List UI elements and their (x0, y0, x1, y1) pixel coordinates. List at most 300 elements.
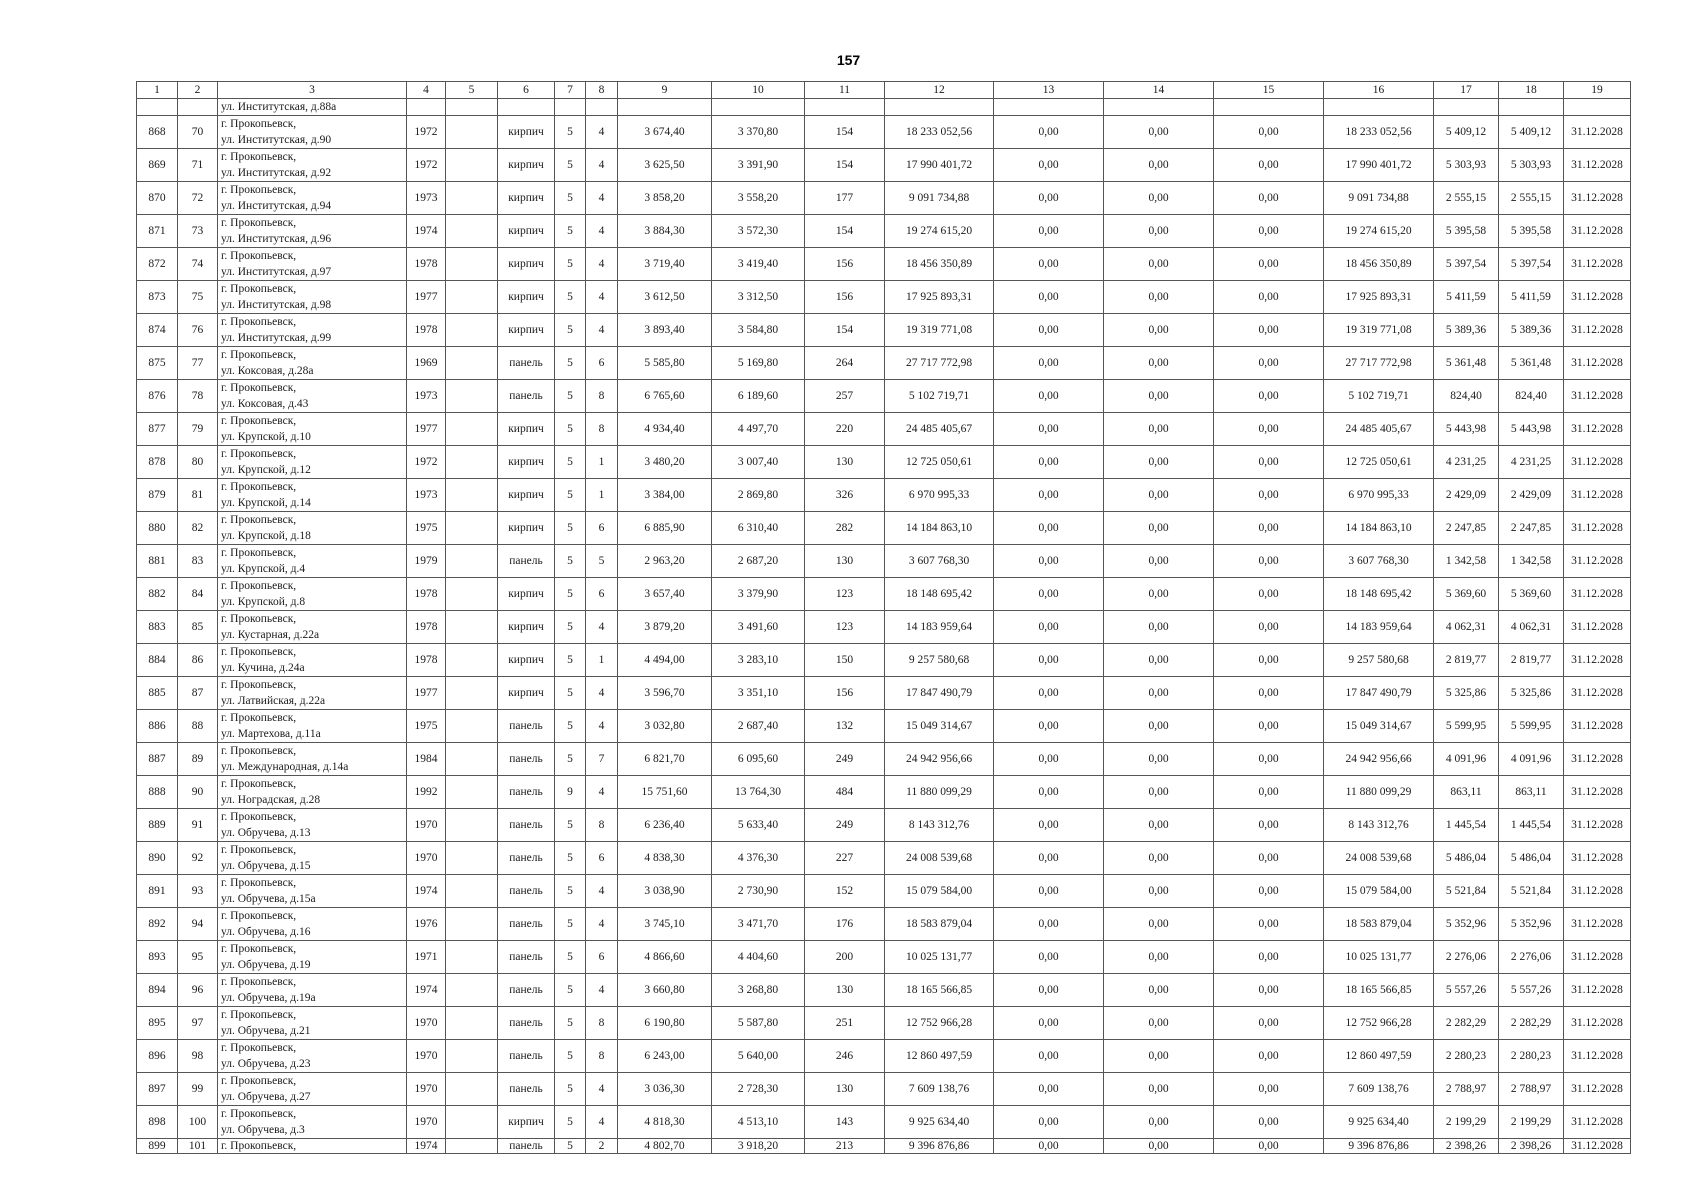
living-area-cell: 3 268,80 (712, 974, 805, 1007)
column-13-cell: 0,00 (994, 347, 1104, 380)
owner-funds-cell: 7 609 138,76 (1324, 1073, 1434, 1106)
column-5-cell (446, 875, 498, 908)
table-row (137, 314, 1631, 347)
wall-material-cell: панель (498, 908, 555, 941)
column-15-cell: 0,00 (1214, 149, 1324, 182)
column-15-cell: 0,00 (1214, 908, 1324, 941)
col-header-4: 4 (407, 82, 446, 99)
deadline-cell: 31.12.2028 (1564, 644, 1631, 677)
column-14-cell: 0,00 (1104, 149, 1214, 182)
cell (994, 99, 1104, 116)
max-unit-cost-cell: 2 280,23 (1499, 1040, 1564, 1073)
row-number-cell: 888 (137, 776, 178, 809)
address-cell (218, 347, 407, 380)
column-14-cell: 0,00 (1104, 908, 1214, 941)
item-number-cell: 96 (178, 974, 218, 1007)
total-area-cell: 4 838,30 (618, 842, 712, 875)
cost-total-cell: 15 079 584,00 (885, 875, 994, 908)
living-area-cell: 3 283,10 (712, 644, 805, 677)
floors-cell: 5 (555, 182, 586, 215)
address-cell (218, 809, 407, 842)
total-area-cell: 3 674,40 (618, 116, 712, 149)
entrances-cell: 4 (586, 710, 618, 743)
address-city: г. Прокопьевск, (221, 151, 297, 163)
total-area-cell: 3 879,20 (618, 611, 712, 644)
row-number-cell: 884 (137, 644, 178, 677)
living-area-cell: 3 584,80 (712, 314, 805, 347)
column-15-cell: 0,00 (1214, 1040, 1324, 1073)
year-cell: 1970 (407, 1007, 446, 1040)
wall-material-cell: панель (498, 545, 555, 578)
floors-cell: 5 (555, 1040, 586, 1073)
total-area-cell: 3 032,80 (618, 710, 712, 743)
floors-cell: 5 (555, 446, 586, 479)
max-unit-cost-cell: 4 062,31 (1499, 611, 1564, 644)
row-number-cell: 892 (137, 908, 178, 941)
row-number-cell: 891 (137, 875, 178, 908)
address-city: г. Прокопьевск, (221, 976, 297, 988)
address-cell (218, 215, 407, 248)
address-street: ул. Крупской, д.10 (221, 431, 311, 443)
entrances-cell: 1 (586, 479, 618, 512)
owner-funds-cell: 27 717 772,98 (1324, 347, 1434, 380)
residents-cell: 220 (805, 413, 885, 446)
cost-total-cell: 12 752 966,28 (885, 1007, 994, 1040)
column-14-cell: 0,00 (1104, 182, 1214, 215)
living-area-cell: 4 513,10 (712, 1106, 805, 1139)
item-number-cell: 83 (178, 545, 218, 578)
address-cell (218, 149, 407, 182)
living-area-cell: 2 687,40 (712, 710, 805, 743)
item-number-cell: 95 (178, 941, 218, 974)
address-street: ул. Обручева, д.19 (221, 959, 311, 971)
column-13-cell: 0,00 (994, 215, 1104, 248)
column-15-cell: 0,00 (1214, 380, 1324, 413)
address-cell (218, 1040, 407, 1073)
col-header-17: 17 (1434, 82, 1499, 99)
table-row (137, 116, 1631, 149)
total-area-cell: 3 625,50 (618, 149, 712, 182)
residents-cell: 154 (805, 116, 885, 149)
living-area-cell: 5 169,80 (712, 347, 805, 380)
year-cell: 1970 (407, 1073, 446, 1106)
cost-total-cell: 19 274 615,20 (885, 215, 994, 248)
column-13-cell: 0,00 (994, 314, 1104, 347)
wall-material-cell: кирпич (498, 248, 555, 281)
entrances-cell: 6 (586, 512, 618, 545)
column-5-cell (446, 842, 498, 875)
floors-cell: 5 (555, 149, 586, 182)
cost-total-cell: 6 970 995,33 (885, 479, 994, 512)
row-number-cell: 871 (137, 215, 178, 248)
total-area-cell: 3 036,30 (618, 1073, 712, 1106)
address-city: г. Прокопьевск, (221, 712, 297, 724)
item-number-cell: 90 (178, 776, 218, 809)
address-street: ул. Обручева, д.15 (221, 860, 311, 872)
address-street: ул. Институтская, д.88а (221, 101, 337, 113)
owner-funds-cell: 11 880 099,29 (1324, 776, 1434, 809)
floors-cell: 5 (555, 743, 586, 776)
deadline-cell: 31.12.2028 (1564, 611, 1631, 644)
year-cell: 1974 (407, 215, 446, 248)
residents-cell: 156 (805, 281, 885, 314)
max-unit-cost-cell: 2 282,29 (1499, 1007, 1564, 1040)
floors-cell: 9 (555, 776, 586, 809)
col-header-9: 9 (618, 82, 712, 99)
floors-cell: 5 (555, 1073, 586, 1106)
column-15-cell: 0,00 (1214, 1106, 1324, 1139)
column-15-cell: 0,00 (1214, 347, 1324, 380)
column-5-cell (446, 743, 498, 776)
address-city: г. Прокопьевск, (221, 844, 297, 856)
unit-cost-cell: 4 062,31 (1434, 611, 1499, 644)
residents-cell: 257 (805, 380, 885, 413)
column-15-cell: 0,00 (1214, 248, 1324, 281)
cell (805, 99, 885, 116)
floors-cell: 5 (555, 1139, 586, 1154)
address-street: ул. Крупской, д.12 (221, 464, 311, 476)
address-street: ул. Обручева, д.16 (221, 926, 311, 938)
address-cell (218, 512, 407, 545)
wall-material-cell: кирпич (498, 413, 555, 446)
year-cell: 1972 (407, 446, 446, 479)
year-cell: 1977 (407, 677, 446, 710)
year-cell: 1969 (407, 347, 446, 380)
row-number-cell: 879 (137, 479, 178, 512)
col-header-18: 18 (1499, 82, 1564, 99)
year-cell: 1972 (407, 149, 446, 182)
column-14-cell: 0,00 (1104, 875, 1214, 908)
address-street: ул. Институтская, д.97 (221, 266, 332, 278)
deadline-cell: 31.12.2028 (1564, 479, 1631, 512)
row-number-cell: 883 (137, 611, 178, 644)
column-14-cell: 0,00 (1104, 644, 1214, 677)
column-13-cell: 0,00 (994, 974, 1104, 1007)
address-cell (218, 248, 407, 281)
address-cell (218, 182, 407, 215)
max-unit-cost-cell: 5 395,58 (1499, 215, 1564, 248)
floors-cell: 5 (555, 413, 586, 446)
cost-total-cell: 9 257 580,68 (885, 644, 994, 677)
year-cell: 1970 (407, 1106, 446, 1139)
max-unit-cost-cell: 5 352,96 (1499, 908, 1564, 941)
deadline-cell: 31.12.2028 (1564, 347, 1631, 380)
row-number-cell: 872 (137, 248, 178, 281)
total-area-cell: 3 893,40 (618, 314, 712, 347)
column-5-cell (446, 809, 498, 842)
address-street: ул. Коксовая, д.43 (221, 398, 309, 410)
year-cell: 1984 (407, 743, 446, 776)
owner-funds-cell: 12 860 497,59 (1324, 1040, 1434, 1073)
row-number-cell: 893 (137, 941, 178, 974)
residents-cell: 154 (805, 215, 885, 248)
table-row (137, 1073, 1631, 1106)
column-14-cell: 0,00 (1104, 1106, 1214, 1139)
wall-material-cell: кирпич (498, 182, 555, 215)
year-cell: 1978 (407, 578, 446, 611)
table-row (137, 413, 1631, 446)
residents-cell: 176 (805, 908, 885, 941)
column-13-cell: 0,00 (994, 149, 1104, 182)
max-unit-cost-cell: 1 342,58 (1499, 545, 1564, 578)
unit-cost-cell: 5 443,98 (1434, 413, 1499, 446)
row-number-cell: 868 (137, 116, 178, 149)
entrances-cell: 5 (586, 545, 618, 578)
address-cell (218, 644, 407, 677)
address-street: ул. Обручева, д.15а (221, 893, 316, 905)
row-number-cell: 898 (137, 1106, 178, 1139)
owner-funds-cell: 24 485 405,67 (1324, 413, 1434, 446)
unit-cost-cell: 2 788,97 (1434, 1073, 1499, 1106)
column-14-cell: 0,00 (1104, 1007, 1214, 1040)
entrances-cell: 4 (586, 116, 618, 149)
row-number-cell: 870 (137, 182, 178, 215)
address-city: г. Прокопьевск, (221, 316, 297, 328)
wall-material-cell: кирпич (498, 314, 555, 347)
row-number-cell: 881 (137, 545, 178, 578)
owner-funds-cell: 15 049 314,67 (1324, 710, 1434, 743)
column-5-cell (446, 446, 498, 479)
item-number-cell: 99 (178, 1073, 218, 1106)
item-number-cell: 92 (178, 842, 218, 875)
wall-material-cell: панель (498, 941, 555, 974)
entrances-cell: 1 (586, 644, 618, 677)
max-unit-cost-cell: 5 325,86 (1499, 677, 1564, 710)
residents-cell: 251 (805, 1007, 885, 1040)
unit-cost-cell: 2 398,26 (1434, 1139, 1499, 1154)
total-area-cell: 15 751,60 (618, 776, 712, 809)
floors-cell: 5 (555, 908, 586, 941)
deadline-cell: 31.12.2028 (1564, 545, 1631, 578)
year-cell: 1979 (407, 545, 446, 578)
col-header-5: 5 (446, 82, 498, 99)
living-area-cell: 3 007,40 (712, 446, 805, 479)
deadline-cell: 31.12.2028 (1564, 1007, 1631, 1040)
cell (498, 99, 555, 116)
entrances-cell: 4 (586, 1073, 618, 1106)
max-unit-cost-cell: 5 486,04 (1499, 842, 1564, 875)
address-street: ул. Кустарная, д.22а (221, 629, 320, 641)
cost-total-cell: 24 485 405,67 (885, 413, 994, 446)
column-14-cell: 0,00 (1104, 611, 1214, 644)
column-15-cell: 0,00 (1214, 974, 1324, 1007)
address-cell (218, 479, 407, 512)
row-number-cell: 894 (137, 974, 178, 1007)
unit-cost-cell: 5 303,93 (1434, 149, 1499, 182)
column-14-cell: 0,00 (1104, 743, 1214, 776)
address-city: г. Прокопьевск, (221, 1075, 297, 1087)
unit-cost-cell: 5 409,12 (1434, 116, 1499, 149)
row-number-cell: 880 (137, 512, 178, 545)
entrances-cell: 4 (586, 248, 618, 281)
table-row (137, 380, 1631, 413)
residents-cell: 213 (805, 1139, 885, 1154)
item-number-cell: 86 (178, 644, 218, 677)
address-street: ул. Институтская, д.90 (221, 134, 332, 146)
entrances-cell: 4 (586, 908, 618, 941)
living-area-cell: 3 312,50 (712, 281, 805, 314)
table-row (137, 182, 1631, 215)
column-5-cell (446, 644, 498, 677)
unit-cost-cell: 5 521,84 (1434, 875, 1499, 908)
owner-funds-cell: 12 752 966,28 (1324, 1007, 1434, 1040)
address-street: ул. Обручева, д.27 (221, 1091, 311, 1103)
address-street: ул. Крупской, д.14 (221, 497, 311, 509)
cell (1564, 99, 1631, 116)
col-header-1: 1 (137, 82, 178, 99)
unit-cost-cell: 5 599,95 (1434, 710, 1499, 743)
floors-cell: 5 (555, 611, 586, 644)
year-cell: 1971 (407, 941, 446, 974)
column-13-cell: 0,00 (994, 842, 1104, 875)
address-city: г. Прокопьевск, (221, 1108, 297, 1120)
floors-cell: 5 (555, 1106, 586, 1139)
col-header-16: 16 (1324, 82, 1434, 99)
row-number-cell: 887 (137, 743, 178, 776)
max-unit-cost-cell: 824,40 (1499, 380, 1564, 413)
address-street: ул. Обручева, д.13 (221, 827, 311, 839)
address-city: г. Прокопьевск, (221, 679, 297, 691)
max-unit-cost-cell: 2 199,29 (1499, 1106, 1564, 1139)
address-cell (218, 1139, 407, 1154)
column-14-cell: 0,00 (1104, 380, 1214, 413)
column-5-cell (446, 149, 498, 182)
column-13-cell: 0,00 (994, 545, 1104, 578)
item-number-cell: 91 (178, 809, 218, 842)
floors-cell: 5 (555, 677, 586, 710)
entrances-cell: 8 (586, 413, 618, 446)
column-13-cell: 0,00 (994, 446, 1104, 479)
deadline-cell: 31.12.2028 (1564, 116, 1631, 149)
living-area-cell: 5 587,80 (712, 1007, 805, 1040)
unit-cost-cell: 5 361,48 (1434, 347, 1499, 380)
deadline-cell: 31.12.2028 (1564, 578, 1631, 611)
table-row (137, 842, 1631, 875)
entrances-cell: 4 (586, 314, 618, 347)
cost-total-cell: 11 880 099,29 (885, 776, 994, 809)
owner-funds-cell: 17 847 490,79 (1324, 677, 1434, 710)
column-5-cell (446, 677, 498, 710)
column-15-cell: 0,00 (1214, 677, 1324, 710)
row-number-cell: 873 (137, 281, 178, 314)
owner-funds-cell: 9 091 734,88 (1324, 182, 1434, 215)
entrances-cell: 8 (586, 380, 618, 413)
unit-cost-cell: 2 280,23 (1434, 1040, 1499, 1073)
entrances-cell: 4 (586, 776, 618, 809)
deadline-cell: 31.12.2028 (1564, 1106, 1631, 1139)
wall-material-cell: панель (498, 1040, 555, 1073)
column-13-cell: 0,00 (994, 1007, 1104, 1040)
address-city: г. Прокопьевск, (221, 943, 297, 955)
column-13-cell: 0,00 (994, 809, 1104, 842)
floors-cell: 5 (555, 116, 586, 149)
total-area-cell: 3 657,40 (618, 578, 712, 611)
column-13-cell: 0,00 (994, 941, 1104, 974)
cost-total-cell: 5 102 719,71 (885, 380, 994, 413)
living-area-cell: 3 491,60 (712, 611, 805, 644)
cell (885, 99, 994, 116)
owner-funds-cell: 18 583 879,04 (1324, 908, 1434, 941)
floors-cell: 5 (555, 644, 586, 677)
table-row (137, 347, 1631, 380)
cost-total-cell: 18 233 052,56 (885, 116, 994, 149)
living-area-cell: 2 728,30 (712, 1073, 805, 1106)
cost-total-cell: 17 847 490,79 (885, 677, 994, 710)
address-city: г. Прокопьевск, (221, 811, 297, 823)
cost-total-cell: 18 456 350,89 (885, 248, 994, 281)
address-street: ул. Обручева, д.3 (221, 1124, 305, 1136)
table-row (137, 512, 1631, 545)
address-street: ул. Институтская, д.99 (221, 332, 332, 344)
entrances-cell: 6 (586, 941, 618, 974)
residents-cell: 177 (805, 182, 885, 215)
living-area-cell: 3 419,40 (712, 248, 805, 281)
max-unit-cost-cell: 2 276,06 (1499, 941, 1564, 974)
item-number-cell: 78 (178, 380, 218, 413)
cell (407, 99, 446, 116)
address-cell (218, 578, 407, 611)
cost-total-cell: 15 049 314,67 (885, 710, 994, 743)
item-number-cell: 89 (178, 743, 218, 776)
col-header-6: 6 (498, 82, 555, 99)
wall-material-cell: кирпич (498, 215, 555, 248)
address-city: г. Прокопьевск, (221, 250, 297, 262)
column-15-cell: 0,00 (1214, 413, 1324, 446)
total-area-cell: 4 494,00 (618, 644, 712, 677)
column-13-cell: 0,00 (994, 1040, 1104, 1073)
total-area-cell: 3 660,80 (618, 974, 712, 1007)
col-header-12: 12 (885, 82, 994, 99)
total-area-cell: 3 038,90 (618, 875, 712, 908)
address-street: ул. Ноградская, д.28 (221, 794, 321, 806)
address-street: ул. Крупской, д.8 (221, 596, 306, 608)
deadline-cell: 31.12.2028 (1564, 215, 1631, 248)
entrances-cell: 2 (586, 1139, 618, 1154)
cost-total-cell: 24 008 539,68 (885, 842, 994, 875)
entrances-cell: 4 (586, 974, 618, 1007)
cost-total-cell: 18 148 695,42 (885, 578, 994, 611)
floors-cell: 5 (555, 545, 586, 578)
table-row (137, 644, 1631, 677)
floors-cell: 5 (555, 941, 586, 974)
owner-funds-cell: 9 257 580,68 (1324, 644, 1434, 677)
living-area-cell: 3 471,70 (712, 908, 805, 941)
wall-material-cell: кирпич (498, 479, 555, 512)
living-area-cell: 3 351,10 (712, 677, 805, 710)
wall-material-cell: кирпич (498, 1106, 555, 1139)
cost-total-cell: 18 165 566,85 (885, 974, 994, 1007)
max-unit-cost-cell: 4 091,96 (1499, 743, 1564, 776)
row-number-cell: 876 (137, 380, 178, 413)
table-row (137, 215, 1631, 248)
item-number-cell: 94 (178, 908, 218, 941)
wall-material-cell: панель (498, 710, 555, 743)
row-number-cell: 878 (137, 446, 178, 479)
owner-funds-cell: 9 925 634,40 (1324, 1106, 1434, 1139)
address-cell (218, 776, 407, 809)
total-area-cell: 3 596,70 (618, 677, 712, 710)
col-header-10: 10 (712, 82, 805, 99)
cost-total-cell: 17 990 401,72 (885, 149, 994, 182)
deadline-cell: 31.12.2028 (1564, 149, 1631, 182)
floors-cell: 5 (555, 710, 586, 743)
column-15-cell: 0,00 (1214, 1139, 1324, 1154)
item-number-cell: 97 (178, 1007, 218, 1040)
item-number-cell: 75 (178, 281, 218, 314)
deadline-cell: 31.12.2028 (1564, 1139, 1631, 1154)
owner-funds-cell: 12 725 050,61 (1324, 446, 1434, 479)
col-header-11: 11 (805, 82, 885, 99)
